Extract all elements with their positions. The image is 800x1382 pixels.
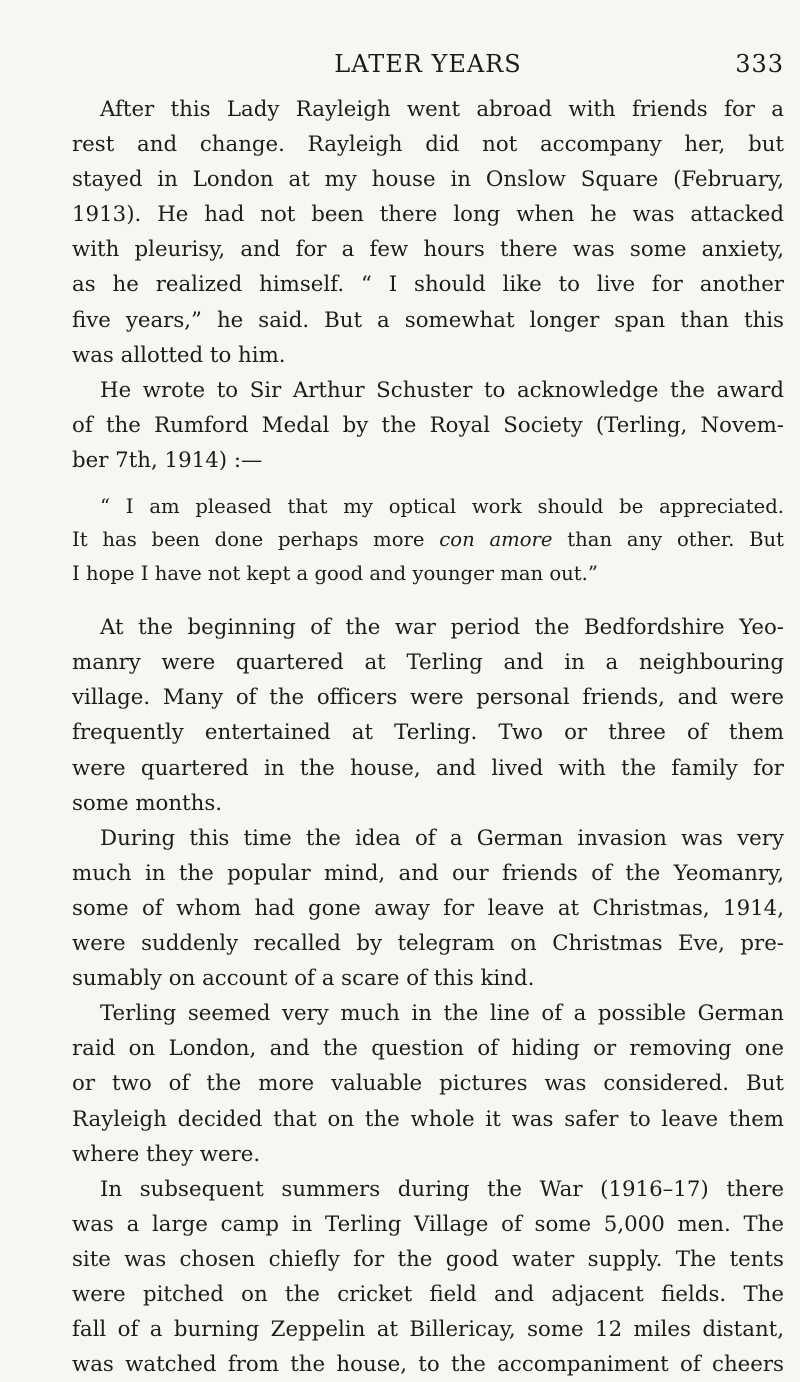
body-text xyxy=(72,92,784,1382)
text-line: were pitched on the cricket field and adjacent fields. The xyxy=(72,1281,784,1307)
text-line: with pleurisy, and for a few hours there was some anxiety, xyxy=(72,237,784,263)
text-line: as he realized himself. “ I should like to live for another xyxy=(72,272,784,298)
text-line: some months. xyxy=(72,790,223,816)
text-line: fall of a burning Zeppelin at Billericay, some 12 miles distant, xyxy=(72,1317,784,1343)
text-line: rest and change. Rayleigh did not accompany her, but xyxy=(72,132,784,158)
quote-text: It has been done perhaps more xyxy=(72,528,440,552)
quote-line: I hope I have not kept a good and younger man out.” xyxy=(72,561,598,585)
running-head xyxy=(72,40,784,90)
text-line: village. Many of the officers were personal friends, and were xyxy=(72,685,784,711)
quote-text: than any other. But xyxy=(552,528,784,552)
text-line: was allotted to him. xyxy=(72,342,286,368)
book-page xyxy=(72,40,784,1382)
text-line: raid on London, and the question of hiding or removing one xyxy=(72,1036,784,1062)
text-line: frequently entertained at Terling. Two or three of them xyxy=(72,720,784,746)
text-line: where they were. xyxy=(72,1141,261,1167)
text-line: of the Rumford Medal by the Royal Society (Terling, Novem- xyxy=(72,412,784,438)
text-line: was watched from the house, to the accompaniment of cheers xyxy=(72,1352,784,1378)
text-line: were suddenly recalled by telegram on Christmas Eve, pre- xyxy=(72,931,784,957)
text-line: At the beginning of the war period the Bedfordshire Yeo- xyxy=(100,615,784,641)
text-line: was a large camp in Terling Village of some 5,000 men. The xyxy=(72,1211,784,1237)
text-line: sumably on account of a scare of this kind. xyxy=(72,966,535,992)
page-number: 333 xyxy=(735,50,784,78)
text-line: In subsequent summers during the War (1916–17) there xyxy=(100,1176,784,1202)
quote-line: “ I am pleased that my optical work should be appreciated. xyxy=(100,495,784,519)
text-line: He wrote to Sir Arthur Schuster to acknowledge the award xyxy=(100,377,784,403)
quote-line xyxy=(72,523,784,556)
text-line: much in the popular mind, and our friends of the Yeomanry, xyxy=(72,860,784,886)
text-line: site was chosen chiefly for the good water supply. The tents xyxy=(72,1246,784,1272)
text-line: were quartered in the house, and lived with the family for xyxy=(72,755,784,781)
italic-phrase: con amore xyxy=(439,528,553,552)
text-line: some of whom had gone away for leave at Christmas, 1914, xyxy=(72,895,784,921)
running-title: LATER YEARS xyxy=(334,50,522,78)
text-line: or two of the more valuable pictures was considered. But xyxy=(72,1071,784,1097)
text-line: five years,” he said. But a somewhat longer span than this xyxy=(72,307,784,333)
text-line: After this Lady Rayleigh went abroad with friends for a xyxy=(100,97,784,122)
letter-quotation xyxy=(72,490,784,590)
text-line: 1913). He had not been there long when he was attacked xyxy=(72,202,784,228)
text-line: manry were quartered at Terling and in a neighbouring xyxy=(72,650,784,676)
text-line: Rayleigh decided that on the whole it was safer to leave them xyxy=(72,1106,784,1132)
text-line: ber 7th, 1914) :— xyxy=(72,447,263,473)
text-line: Terling seemed very much in the line of a possible German xyxy=(100,1001,784,1027)
text-line: During this time the idea of a German invasion was very xyxy=(100,825,784,851)
text-line: stayed in London at my house in Onslow Square (February, xyxy=(72,167,784,193)
